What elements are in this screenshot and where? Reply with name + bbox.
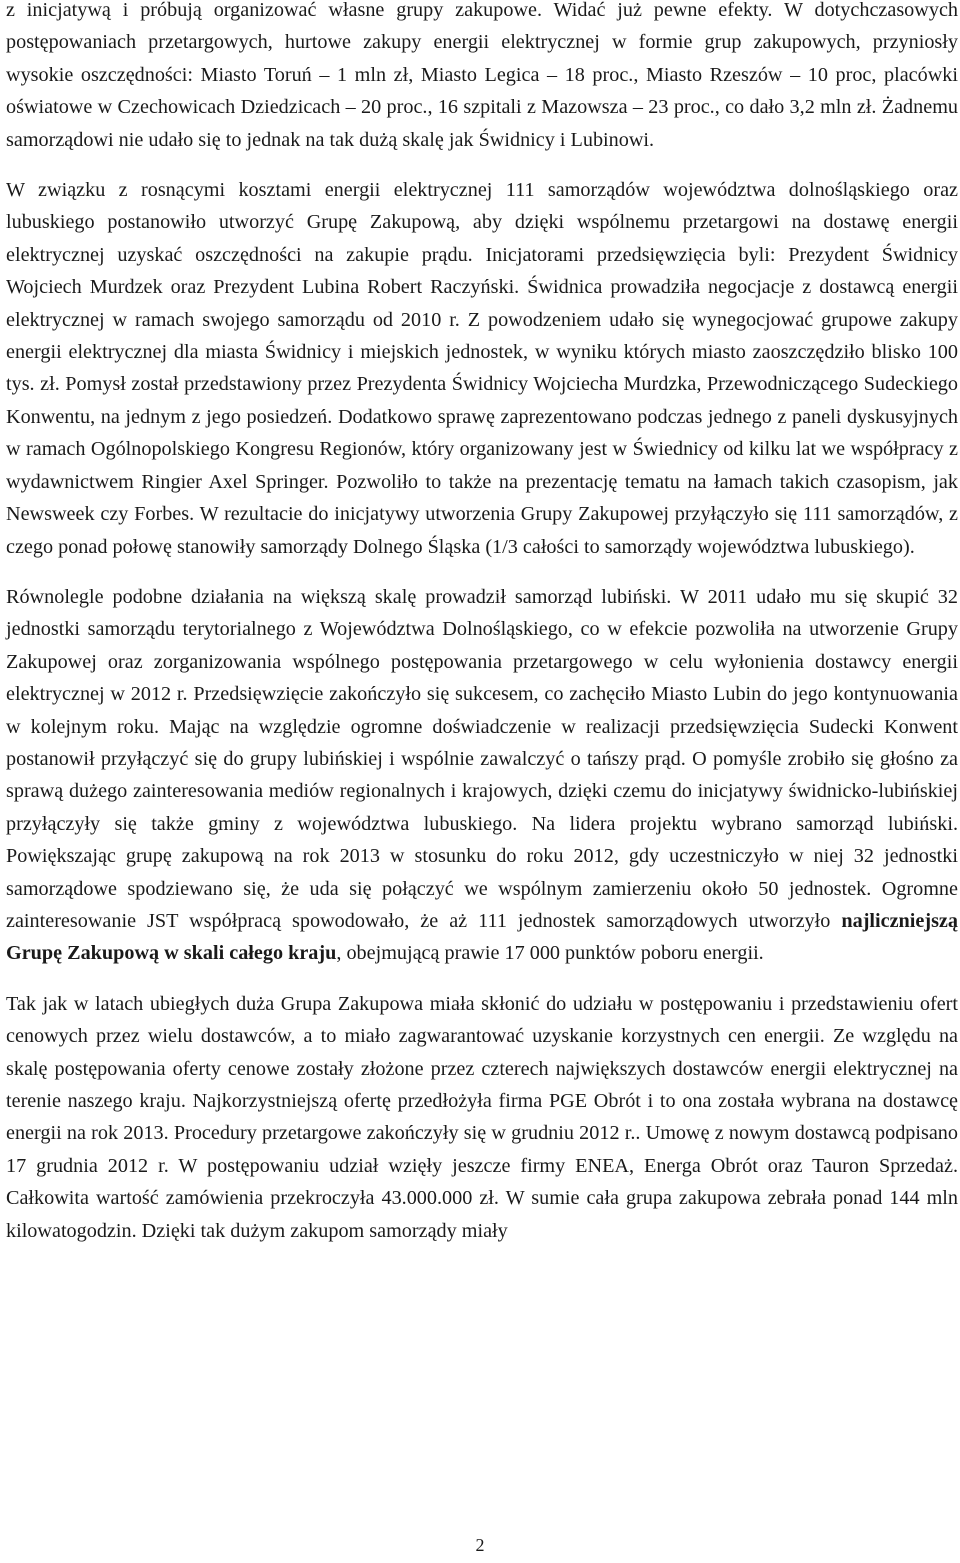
paragraph-2: W związku z rosnącymi kosztami energii elektrycznej 111 samorządów województwa dolnośląskiego oraz lubuskiego postanowiło utworzyć Grupę Zakupową, aby dzięki wspólnemu przetargowi na dostawę energii elektrycznej uzyskać oszczędności na zakupie prądu. Inicjatorami przedsięwzięcia byli: Prezydent Świdnicy Wojciech Murdzek oraz Prezydent Lubina Robert Raczyński. Świdnica prowadziła negocjacje z dostawcą energii elektrycznej w ramach swojego samorządu od 2010 r. Z powodzeniem udało się wynegocjować grupowe zakupy energii elektrycznej dla miasta Świdnicy i miejskich jednostek, w wyniku których miasto zaoszczędziło blisko 100 tys. zł. Pomysł został przedstawiony przez Prezydenta Świdnicy Wojciecha Murdzka, Przewodniczącego Sudeckiego Konwentu, na jednym z jego posiedzeń. Dodatkowo sprawę zaprezentowano podczas jednego z paneli dyskusyjnych w ramach Ogólnopolskiego Kongresu Regionów, który organizowany jest w Świednicy od kilku lat we współpracy z wydawnictwem Ringier Axel Springer. Pozwoliło to także na prezentację tematu na łamach takich czasopism, jak Newsweek czy Forbes. W rezultacie do inicjatywy utworzenia Grupy Zakupowej przyłączyło się 111 samorządów, z czego ponad połowę stanowiły samorządy Dolnego Śląska (1/3 całości to samorządy województwa lubuskiego). xyxy=(6,179,958,558)
paragraph-3 xyxy=(6,581,958,970)
document-page xyxy=(6,0,958,1247)
paragraph-3-bold-emphasis: najliczniejszą Grupę Zakupową w skali całego kraju xyxy=(6,909,958,965)
paragraph-4: Tak jak w latach ubiegłych duża Grupa Zakupowa miała skłonić do udziału w postępowaniu i przedstawieniu ofert cenowych przez wielu dostawców, a to miało zagwarantować uzyskanie korzystnych cen energii. Ze względu na skalę postępowania oferty cenowe zostały złożone przez czterech największych dostawców energii elektrycznej na terenie naszego kraju. Najkorzystniejszą ofertę przedłożyła firma PGE Obrót i to ona została wybrana na dostawcę energii na rok 2013. Procedury przetargowe zakończyły się w grudniu 2012 r.. Umowę z nowym dostawcą podpisano 17 grudnia 2012 r. W postępowaniu udział wzięły jeszcze firmy ENEA, Energa Obrót oraz Tauron Sprzedaż. Całkowita wartość zamówienia przekroczyła 43.000.000 zł. W sumie cała grupa zakupowa zebrała ponad 144 mln kilowatogodzin. Dzięki tak dużym zakupom samorządy miały xyxy=(6,992,958,1242)
paragraph-3-text-before: Równolegle podobne działania na większą skalę prowadził samorząd lubiński. W 2011 udało mu się skupić 32 jednostki samorządu terytorialnego z Województwa Dolnośląskiego, co w efekcie pozwoliła na utworzenie Grupy Zakupowej oraz zorganizowania wspólnego postępowania przetargowego w celu wyłonienia dostawcy energii elektrycznej w 2012 r. Przedsięwzięcie zakończyło się sukcesem, co zachęciło Miasto Lubin do jego kontynuowania w kolejnym roku. Mając na względzie ogromne doświadczenie w realizacji przedsięwzięcia Sudecki Konwent postanowił przyłączyć się do grupy lubińskiej i wspólnie zawalczyć o tańszy prąd. O pomyśle zrobiło się głośno za sprawą dużego zainteresowania mediów regionalnych i krajowych, dzięki czemu do inicjatywy świdnicko-lubińskiej przyłączyły się także gminy z województwa lubuskiego. Na lidera projektu wybrano samorząd lubiński. Powiększając grupę zakupową na rok 2013 w stosunku do roku 2012, gdy uczestniczyło w niej 32 jednostki samorządowe spodziewano się, że uda się połączyć we wspólnym zamierzeniu około 50 jednostek. Ogromne zainteresowanie JST współpracą spowodowało, że aż 111 jednostek samorządowych utworzyło xyxy=(6,585,958,932)
paragraph-1: z inicjatywą i próbują organizować własne grupy zakupowe. Widać już pewne efekty. W dotychczasowych postępowaniach przetargowych, hurtowe zakupy energii elektrycznej w formie grup zakupowych, przyniosły wysokie oszczędności: Miasto Toruń – 1 mln zł, Miasto Legica – 18 proc., Miasto Rzeszów – 10 proc, placówki oświatowe w Czechowicach Dziedzicach – 20 proc., 16 szpitali z Mazowsza – 23 proc., co dało 3,2 mln zł. Żadnemu samorządowi nie udało się to jednak na tak dużą skalę jak Świdnicy i Lubinowi. xyxy=(6,0,958,151)
paragraph-3-text-after: , obejmującą prawie 17 000 punktów poboru energii. xyxy=(336,942,764,965)
page-number: 2 xyxy=(475,1535,485,1555)
